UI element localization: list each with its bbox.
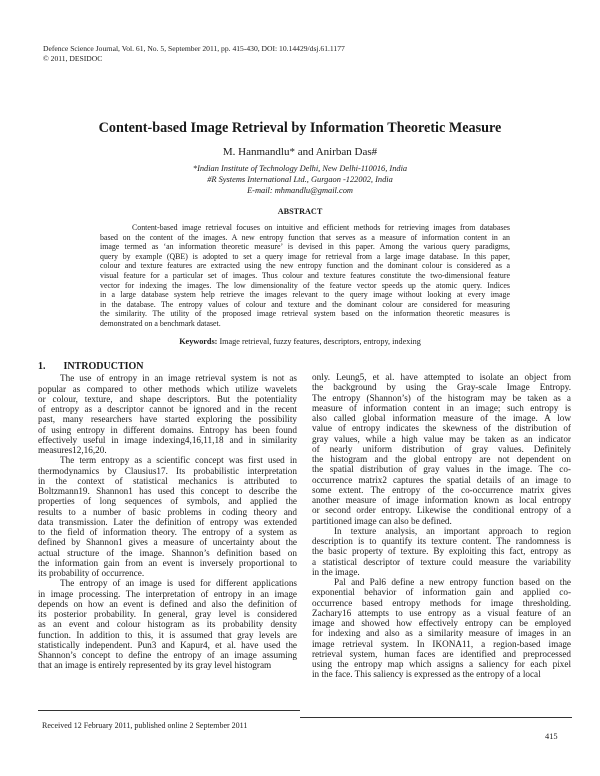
text-line: measure of information content in an image; such entropy is — [312, 402, 571, 413]
text-line: occurrence matrix2 captures the spatial details of an image to — [312, 474, 571, 485]
text-line: for indexing and also as a similarity measure of images in an — [312, 628, 571, 639]
copyright: © 2011, DESIDOC — [43, 53, 103, 63]
affiliations — [0, 163, 600, 196]
text-line: its posterior probability. In general, gray level is considered — [38, 609, 297, 619]
section-title: INTRODUCTION — [63, 361, 144, 372]
text-line: query by example (QBE) is adopted to set a query image for retrieval from a large image database. In this paper, — [100, 251, 510, 261]
text-line: another measure of image information known as local entropy — [312, 495, 571, 505]
citation: Defence Science Journal, Vol. 61, No. 5, September 2011, pp. 415-430, DOI: 10.14429/dsj.61.1177 — [43, 44, 345, 53]
text-line: based on the content of the images. A new entropy function that serves as a measure of information content in an — [100, 232, 510, 242]
text-line: in image processing. The interpretation of entropy in an image — [38, 588, 297, 599]
abstract-body — [100, 223, 510, 329]
text-line: Shannon’s concept to define the entropy of an image assuming — [38, 650, 297, 660]
text-line: Pal and Pal6 define a new entropy function based on the — [334, 577, 571, 587]
text-line: some extent. The entropy of the co-occurrence matrix gives — [312, 484, 571, 495]
paragraph — [312, 526, 571, 577]
text-line: in the database. The entropy values of colour and texture and the dominant colour are considered for measuring — [100, 299, 510, 309]
left-column-body — [38, 373, 297, 670]
text-line: function. In addition to this, it is assumed that gray levels are — [38, 629, 297, 640]
text-line: properties of long sequences of symbols, and applied the — [38, 496, 297, 507]
text-line: in a large database system help retrieve the images relevant to the query image without looking at every image — [100, 290, 510, 300]
text-line: retrieval system, human faces are identified and preprocessed — [312, 648, 571, 659]
text-line: occurrence based entropy methods for image thresholding. — [312, 597, 571, 608]
text-line: defined by Shannon1 gives a measure of uncertainty about the — [38, 537, 297, 548]
text-line: a statistical descriptor of texture could measure the variability — [312, 556, 571, 567]
received-date: Received 12 February 2011, published online 2 September 2011 — [42, 721, 248, 730]
text-line: of entropy as a descriptor cannot be ignored and in the recent — [38, 404, 297, 414]
text-line: partitioned image can also be defined. — [312, 515, 452, 526]
text-line: past, many researchers have started exploring the possibility — [38, 414, 297, 425]
left-column — [38, 362, 297, 671]
text-line: using the entropy map which assigns a saliency for each pixel — [312, 659, 571, 669]
text-line: the spatial distribution of gray values in the image. The co- — [312, 464, 571, 475]
text-line: also called global information measure of the image. A low — [312, 413, 571, 423]
text-line: thermodynamics by Clausius17. Its probabilistic interpretation — [38, 465, 297, 476]
text-line: demonstrated on a benchmark dataset. — [100, 318, 221, 328]
keywords-label: Keywords: — [179, 337, 218, 346]
right-column — [312, 372, 571, 680]
text-line: effectively useful in image indexing4,16,11,18 and in similarity — [38, 434, 297, 445]
paragraph — [312, 577, 571, 680]
text-line: only. Leung5, et al. have attempted to isolate an object from — [312, 372, 571, 382]
text-line: The entropy (Shannon’s) of the histogram may be taken as a — [312, 392, 571, 403]
text-line: results to a number of basic problems in coding theory and — [38, 506, 297, 517]
text-line: value of entropy indicates the skewness of the distribution of — [312, 423, 571, 434]
text-line: image termed as ‘an information theoretic measure’ is devised in this paper. Among the various query paradigms, — [100, 242, 510, 252]
affiliation-2: #R Systems International Ltd., Gurgaon -122002, India — [207, 175, 393, 184]
text-line: the basic property of texture. By exploiting this fact, entropy as — [312, 546, 571, 557]
text-line: to the field of information theory. The entropy of a system as — [38, 527, 297, 537]
paper-title: Content-based Image Retrieval by Information Theoretic Measure — [98, 120, 502, 136]
affiliation-1: *Indian Institute of Technology Delhi, New Delhi-110016, India — [192, 164, 408, 173]
text-line: depends on how an event is defined and also the definition of — [38, 598, 297, 609]
text-line: The entropy of an image is used for different applications — [60, 578, 297, 589]
text-line: exponential behavior of information gain and applied co- — [312, 587, 571, 598]
section-number: 1. — [38, 361, 46, 372]
footnote-divider — [38, 710, 300, 711]
paragraph — [38, 578, 297, 670]
text-line: in the image. — [312, 566, 360, 577]
text-line: its probability of occurrence. — [38, 568, 145, 578]
text-line: the similarity. The utility of the proposed image retrieval system based on the information theoretic measures is — [100, 309, 510, 319]
paragraph — [38, 373, 297, 455]
keywords-value: Image retrieval, fuzzy features, descriptors, entropy, indexing — [217, 337, 421, 346]
text-line: Content-based image retrieval focuses on intuitive and efficient methods for retrieving images from databases — [132, 223, 510, 232]
text-line: data transmission. Later the definition of entropy was extended — [38, 516, 297, 527]
author-email: E-mail: mhmandlu@gmail.com — [247, 186, 353, 195]
text-line: The term entropy as a scientific concept was first used in — [60, 455, 297, 466]
text-line: popular as compared to other methods which utilize wavelets — [38, 383, 297, 394]
page-number: 415 — [545, 732, 558, 741]
abstract-heading: ABSTRACT — [277, 207, 323, 216]
journal-header — [43, 44, 345, 63]
text-line: that an image is entirely represented by its gray level histogram — [38, 660, 272, 671]
column-divider — [300, 717, 572, 718]
text-line: vector for indexing the images. The low dimensionality of the feature vector speeds up the atomic query. Indices — [100, 280, 510, 290]
text-line: image retrieval system. In IKONA11, a region-based image — [312, 638, 571, 649]
paragraph — [38, 455, 297, 578]
text-line: in the face. This saliency is expressed as the entropy of a local — [312, 669, 541, 680]
section-heading — [38, 362, 297, 372]
text-line: as an event and colour histogram as its probability density — [38, 619, 297, 630]
text-line: colour and texture features are extracted using the new entropy function and the dominant colour is considered as a — [100, 261, 510, 271]
text-line: or colour, texture, and shape descriptors. But the potentiality — [38, 393, 297, 404]
text-line: or second order entropy. Likewise the conditional entropy of a — [312, 505, 571, 516]
text-line: description is to quantify its texture content. The randomness is — [312, 536, 571, 546]
text-line: In texture analysis, an important approach to region — [334, 525, 571, 536]
text-line: of using entropy in different domains. Entropy has been found — [38, 424, 297, 435]
text-line: the information gain from an event is inversely proportional to — [38, 557, 297, 568]
text-line: the histogram and the global entropy are not dependent on — [312, 454, 571, 464]
text-line: Boltzmann19. Shannon1 has used this concept to describe the — [38, 486, 297, 496]
text-line: of nearly uniform distribution of gray values. Definitely — [312, 443, 571, 454]
paragraph — [312, 372, 571, 526]
text-line: image and showed how effectively entropy can be employed — [312, 618, 571, 628]
text-line: gray values, while a high value may be taken as an indicator — [312, 433, 571, 444]
text-line: The use of entropy in an image retrieval system is not as — [60, 373, 297, 384]
text-line: in the context of statistical mechanics is attributed to — [38, 475, 297, 486]
authors: M. Hanmandlu* and Anirban Das# — [222, 146, 378, 158]
text-line: Zachary16 attempts to use entropy as a visual feature of an — [312, 607, 571, 618]
text-line: statistically independent. Pun3 and Kapur4, et al. have used the — [38, 639, 297, 650]
text-line: visual feature for a particular set of images. Thus colour and texture features constitute the two-dimensional feature — [100, 270, 510, 280]
text-line: measures12,16,20. — [38, 445, 107, 455]
text-line: actual structure of the image. Shannon’s definition based on — [38, 547, 297, 558]
keywords — [0, 337, 600, 346]
text-line: the background by using the Gray-scale Image Entropy. — [312, 382, 571, 393]
